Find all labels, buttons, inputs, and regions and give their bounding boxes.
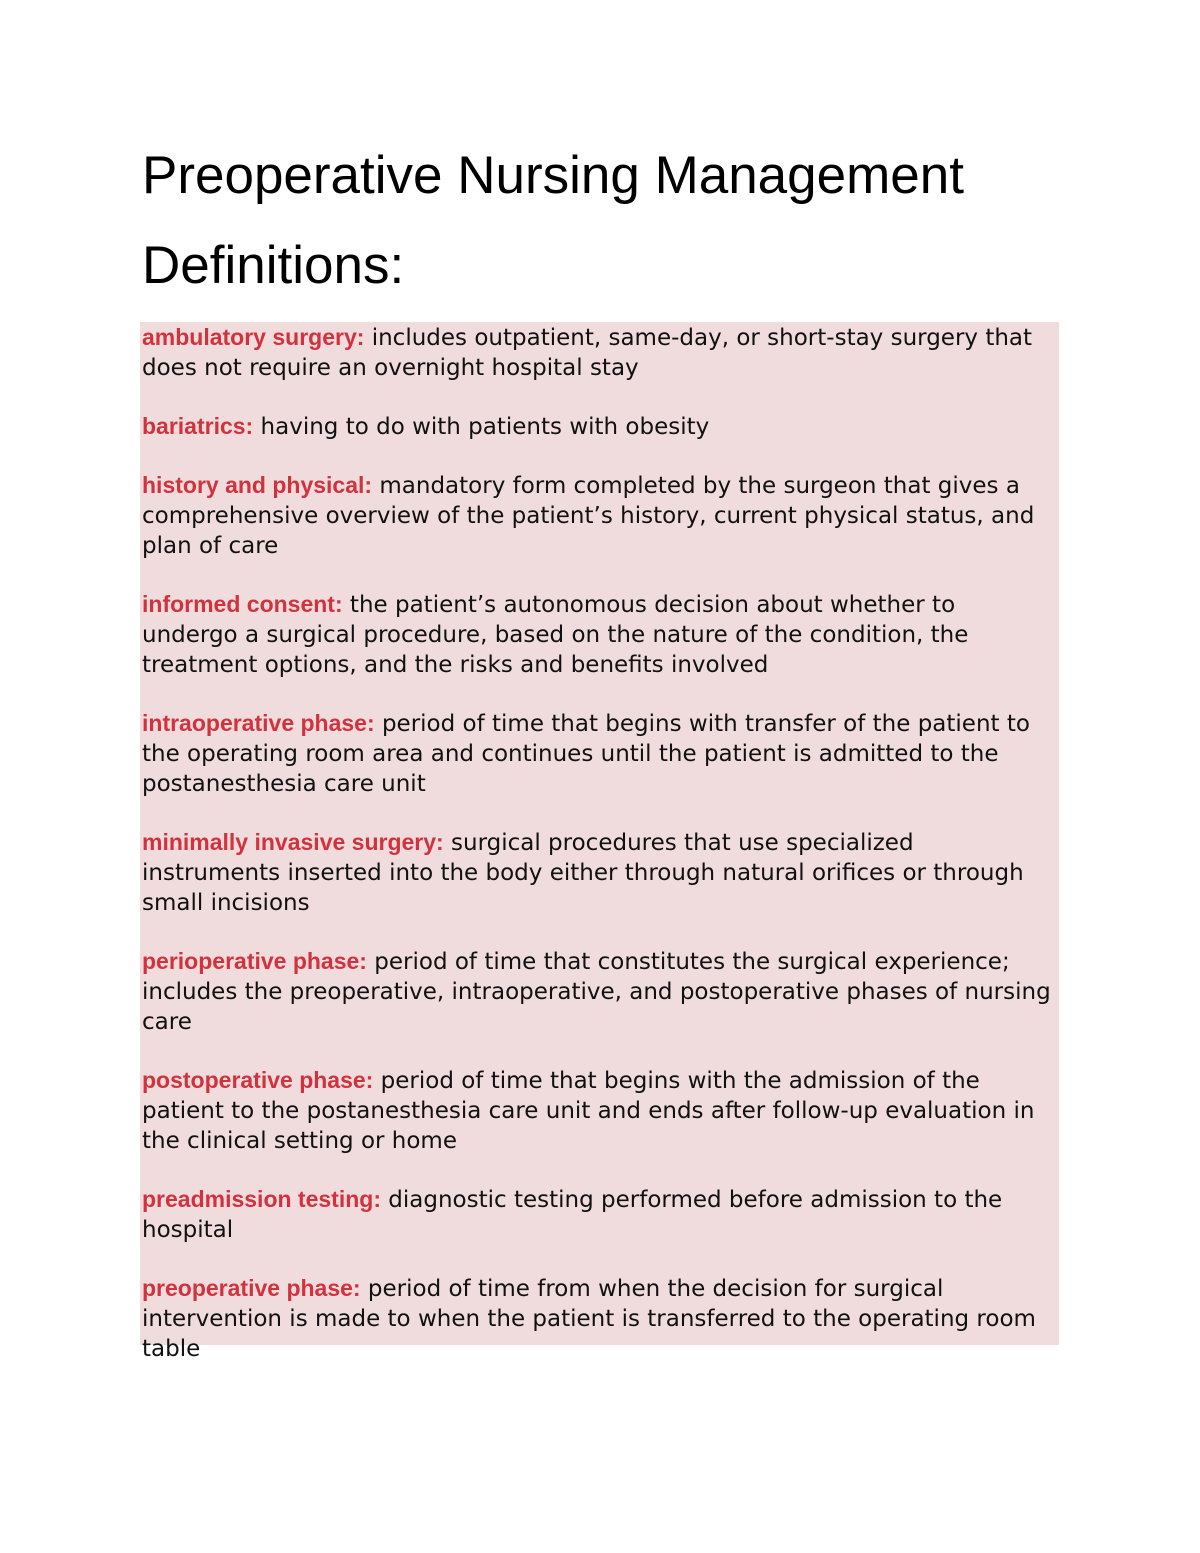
definition-text: having to do with patients with obesity xyxy=(253,414,710,440)
definition-term: preadmission testing: xyxy=(142,1186,381,1212)
definition-entry xyxy=(142,1065,1054,1156)
definition-term: perioperative phase: xyxy=(142,948,367,974)
definition-text: includes outpatient, same-day, or short-stay surgery that does not require an overnight hospital stay xyxy=(142,325,1033,381)
definition-text: period of time that begins with transfer of the patient to the operating room area and continues until the patient is admitted to the postanesthesia care unit xyxy=(142,711,1030,797)
definition-text: period of time that begins with the admission of the patient to the postanesthesia care unit and ends after follow-up evaluation in the clinical setting or home xyxy=(142,1068,1035,1154)
definition-term: history and physical: xyxy=(142,472,373,498)
definition-entry xyxy=(142,411,1054,442)
definition-term: preoperative phase: xyxy=(142,1275,361,1301)
section-heading: Definitions: xyxy=(142,236,405,295)
definition-term: postoperative phase: xyxy=(142,1067,374,1093)
definition-text: period of time that constitutes the surgical experience; includes the preoperative, intraoperative, and postoperative phases of nursing care xyxy=(142,949,1051,1035)
definition-term: minimally invasive surgery: xyxy=(142,829,444,855)
page-title: Preoperative Nursing Management xyxy=(142,146,964,205)
definition-text: diagnostic testing performed before admission to the hospital xyxy=(142,1187,1003,1243)
definition-term: informed consent: xyxy=(142,591,343,617)
definitions-block xyxy=(140,322,1059,1362)
definition-entry xyxy=(142,708,1054,799)
definition-text: surgical procedures that use specialized instruments inserted into the body either through natural orifices or through small incisions xyxy=(142,830,1024,916)
definition-entry xyxy=(142,470,1054,561)
definition-entry xyxy=(142,1273,1054,1364)
definition-entry xyxy=(142,589,1054,680)
definition-term: ambulatory surgery: xyxy=(142,324,365,350)
definition-entry xyxy=(142,1184,1054,1245)
definition-entry xyxy=(142,946,1054,1037)
definition-term: bariatrics: xyxy=(142,413,254,439)
definition-text: mandatory form completed by the surgeon that gives a comprehensive overview of the patient’s history, current physical status, and plan of care xyxy=(142,473,1035,559)
definition-text: the patient’s autonomous decision about whether to undergo a surgical procedure, based on the nature of the condition, the treatment options, and the risks and benefits involved xyxy=(142,592,969,678)
definition-entry xyxy=(142,322,1054,383)
definition-text: period of time from when the decision for surgical intervention is made to when the patient is transferred to the operating room table xyxy=(142,1276,1036,1362)
definition-term: intraoperative phase: xyxy=(142,710,375,736)
definition-entry xyxy=(142,827,1054,918)
